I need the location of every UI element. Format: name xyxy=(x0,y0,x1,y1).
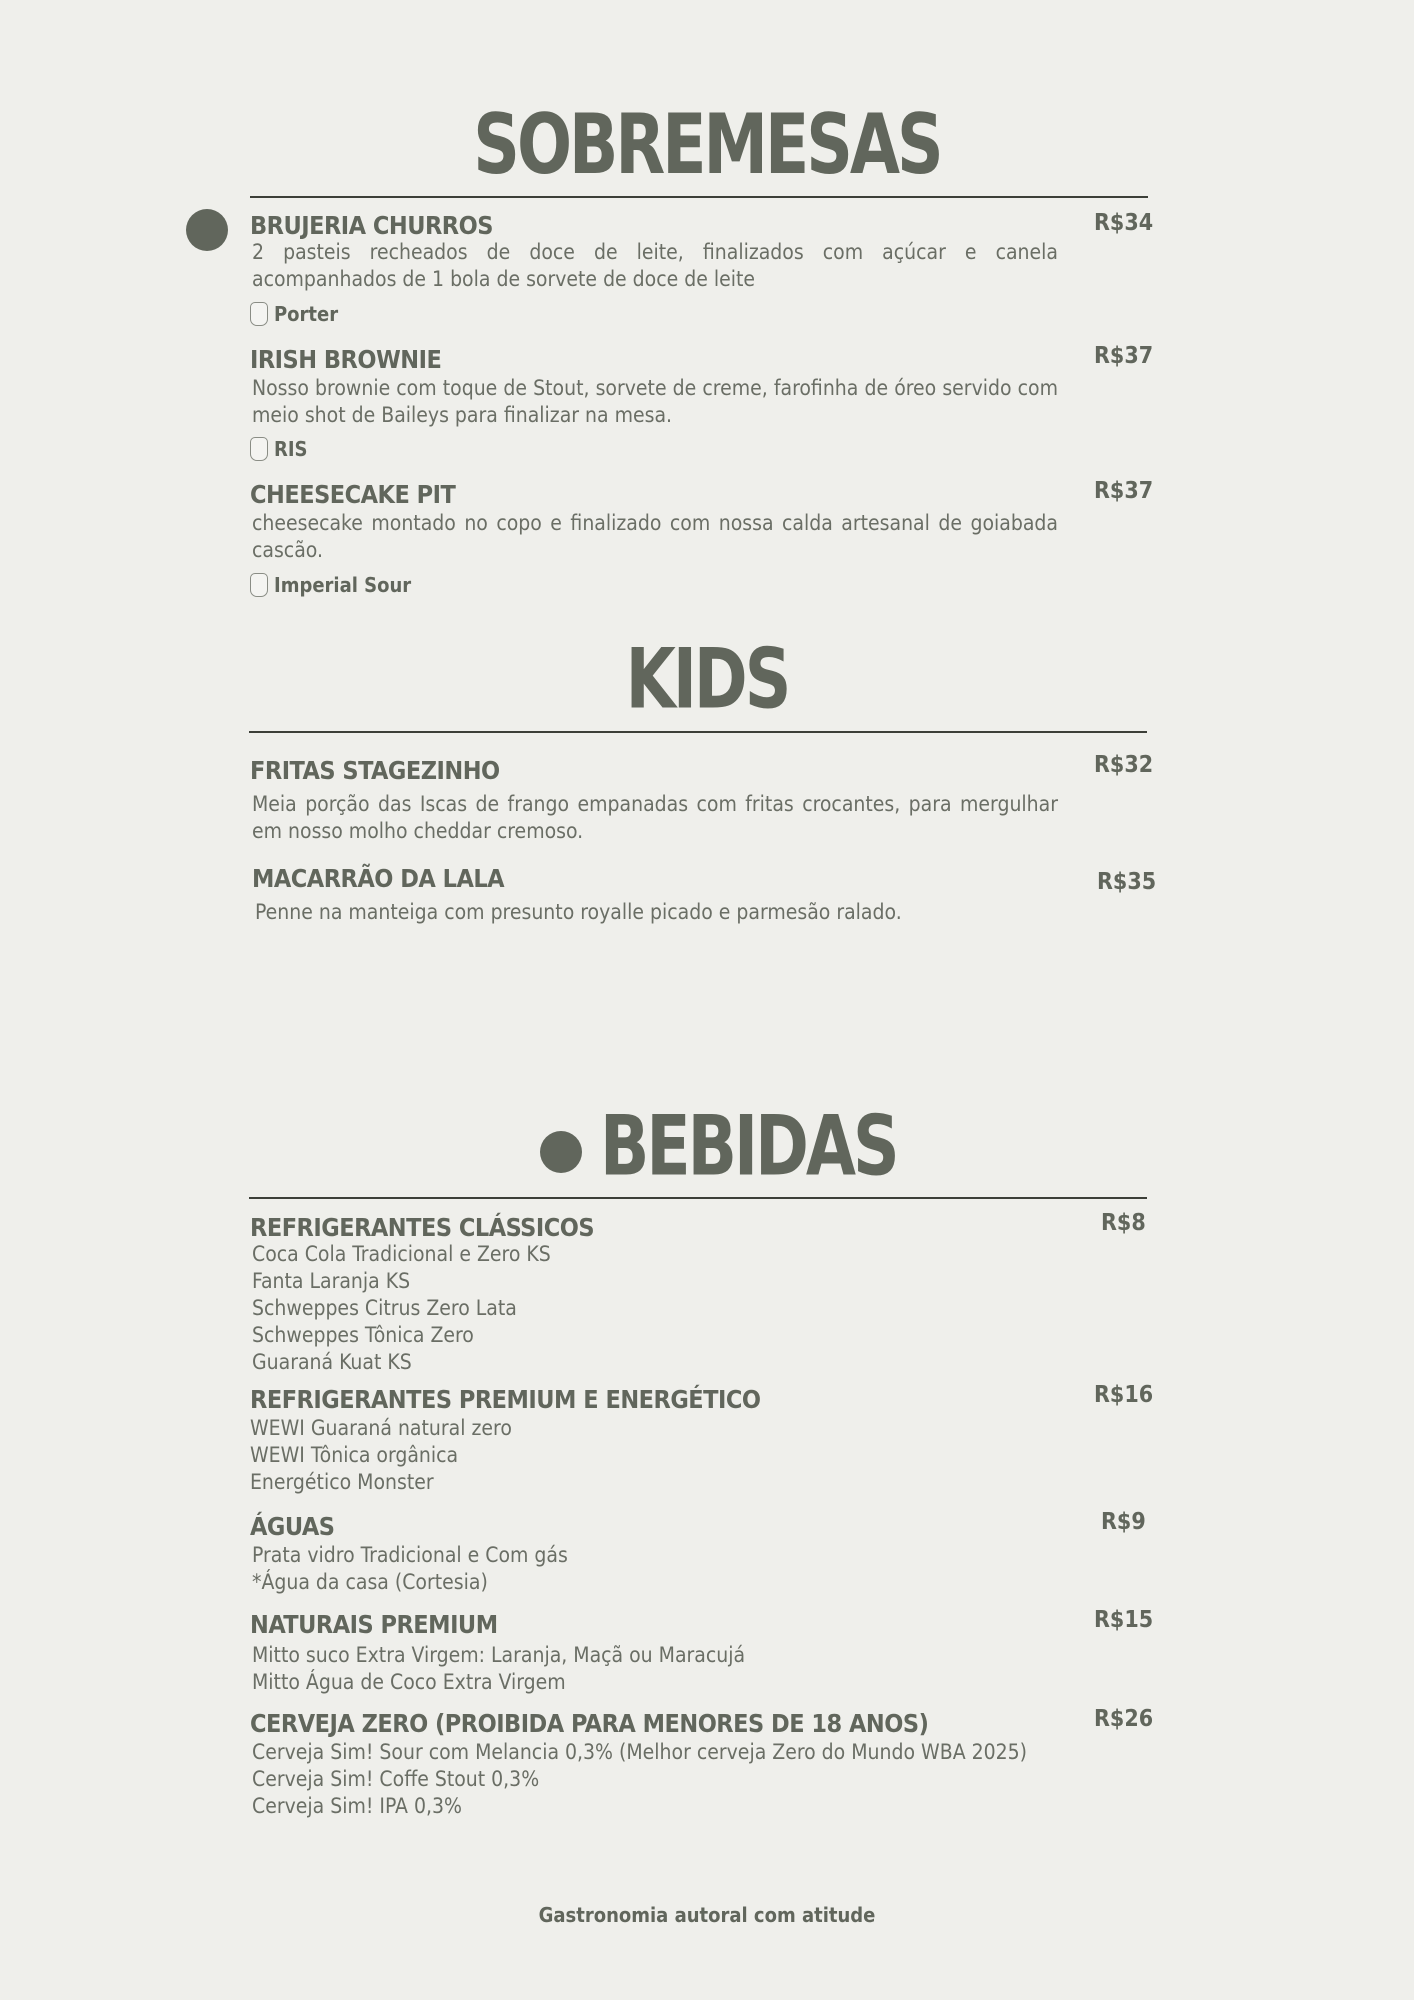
item-name-aguas: ÁGUAS xyxy=(250,1512,335,1541)
item-price-naturais-premium: R$15 xyxy=(1094,1607,1154,1633)
beer-glass-icon xyxy=(250,573,268,597)
pairing-label: RIS xyxy=(274,437,308,461)
pairing-label: Porter xyxy=(274,302,339,326)
section-divider xyxy=(250,196,1148,198)
drink-line: Schweppes Citrus Zero Lata xyxy=(252,1296,517,1320)
drink-line: WEWI Guaraná natural zero xyxy=(250,1416,512,1440)
item-price-fritas-stagezinho: R$32 xyxy=(1094,752,1154,778)
item-description-cheesecake-pit: cheesecake montado no copo e finalizado com nossa calda artesanal de goiabada cascão. xyxy=(252,511,1058,562)
item-name-cerveja-zero: CERVEJA ZERO (PROIBIDA PARA MENORES DE 18 ANOS) xyxy=(250,1709,929,1738)
section-title-bebidas: BEBIDAS xyxy=(600,1097,897,1195)
item-name-fritas-stagezinho: FRITAS STAGEZINHO xyxy=(250,756,500,785)
drink-line: Prata vidro Tradicional e Com gás xyxy=(252,1543,568,1567)
item-price-cheesecake-pit: R$37 xyxy=(1094,478,1154,504)
drink-line: Cerveja Sim! IPA 0,3% xyxy=(252,1794,462,1818)
drink-line: Coca Cola Tradicional e Zero KS xyxy=(252,1242,551,1266)
drink-line: *Água da casa (Cortesia) xyxy=(252,1570,488,1594)
item-lines-cerveja-zero xyxy=(252,1739,1058,1820)
pairing-label: Imperial Sour xyxy=(274,573,412,597)
drink-line: Cerveja Sim! Sour com Melancia 0,3% (Melhor cerveja Zero do Mundo WBA 2025) xyxy=(252,1740,1028,1764)
item-name-refrigerantes-classicos: REFRIGERANTES CLÁSSICOS xyxy=(250,1213,595,1242)
item-description-irish-brownie: Nosso brownie com toque de Stout, sorvete de creme, farofinha de óreo servido com meio shot de Baileys para finalizar na mesa. xyxy=(252,376,1058,427)
section-title-sobremesas: SOBREMESAS xyxy=(473,95,941,193)
section-divider xyxy=(249,1197,1147,1199)
section-title-kids: KIDS xyxy=(625,630,789,728)
item-name-brujeria-churros: BRUJERIA CHURROS xyxy=(250,211,493,240)
beer-pairing-brujeria-churros xyxy=(250,302,338,326)
bullet-dot-icon xyxy=(186,209,228,251)
item-price-macarrao-da-lala: R$35 xyxy=(1097,869,1157,895)
item-price-cerveja-zero: R$26 xyxy=(1094,1706,1154,1732)
item-price-aguas: R$9 xyxy=(1101,1509,1146,1535)
item-price-refrigerantes-classicos: R$8 xyxy=(1101,1210,1146,1236)
bullet-dot-icon xyxy=(540,1131,582,1173)
item-name-refrigerantes-premium: REFRIGERANTES PREMIUM E ENERGÉTICO xyxy=(250,1385,761,1414)
beer-glass-icon xyxy=(250,437,268,461)
drink-line: Cerveja Sim! Coffe Stout 0,3% xyxy=(252,1767,540,1791)
drink-line: Fanta Laranja KS xyxy=(252,1269,411,1293)
beer-pairing-cheesecake-pit xyxy=(250,573,411,597)
item-lines-refrigerantes-classicos xyxy=(252,1241,1058,1376)
item-description-fritas-stagezinho: Meia porção das Iscas de frango empanadas com fritas crocantes, para mergulhar em nosso molho cheddar cremoso. xyxy=(252,792,1058,843)
item-lines-naturais-premium xyxy=(252,1642,1058,1696)
item-name-macarrao-da-lala: MACARRÃO DA LALA xyxy=(252,864,505,893)
drink-line: Schweppes Tônica Zero xyxy=(252,1323,474,1347)
drink-line: Guaraná Kuat KS xyxy=(252,1350,412,1374)
drink-line: Mitto Água de Coco Extra Virgem xyxy=(252,1670,566,1694)
item-name-naturais-premium: NATURAIS PREMIUM xyxy=(250,1610,498,1639)
item-lines-aguas xyxy=(252,1542,1058,1596)
beer-pairing-irish-brownie xyxy=(250,437,308,461)
drink-line: Energético Monster xyxy=(250,1470,434,1494)
item-description-macarrao-da-lala: Penne na manteiga com presunto royalle picado e parmesão ralado. xyxy=(255,900,902,924)
footer-tagline: Gastronomia autoral com atitude xyxy=(538,1903,876,1927)
section-divider xyxy=(249,731,1147,733)
item-name-cheesecake-pit: CHEESECAKE PIT xyxy=(250,480,456,509)
item-price-brujeria-churros: R$34 xyxy=(1094,210,1154,236)
beer-glass-icon xyxy=(250,302,268,326)
item-price-refrigerantes-premium: R$16 xyxy=(1094,1382,1154,1408)
drink-line: Mitto suco Extra Virgem: Laranja, Maçã ou Maracujá xyxy=(252,1643,746,1667)
item-name-irish-brownie: IRISH BROWNIE xyxy=(250,345,442,374)
drink-line: WEWI Tônica orgânica xyxy=(250,1443,459,1467)
item-description-brujeria-churros: 2 pasteis recheados de doce de leite, finalizados com açúcar e canela acompanhados de 1 bola de sorvete de doce de leite xyxy=(252,240,1058,291)
item-price-irish-brownie: R$37 xyxy=(1094,343,1154,369)
item-lines-refrigerantes-premium xyxy=(250,1415,1056,1496)
